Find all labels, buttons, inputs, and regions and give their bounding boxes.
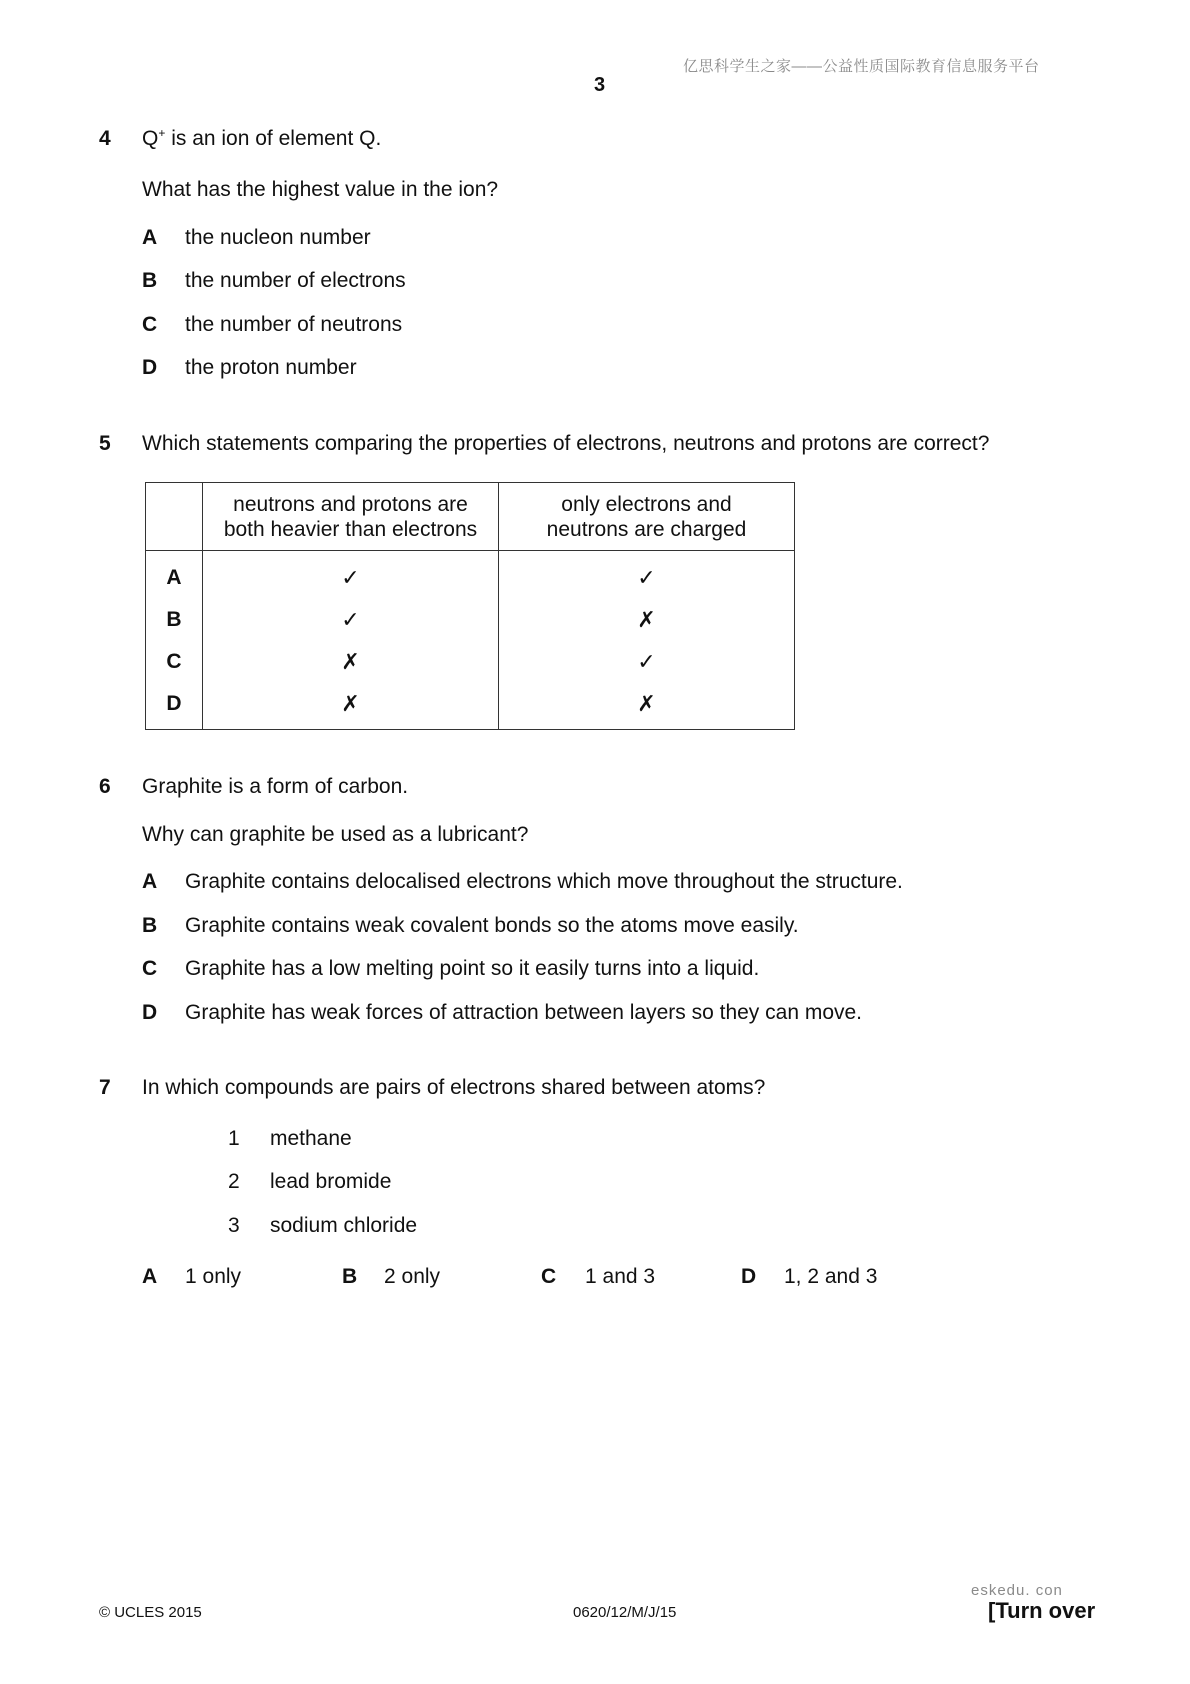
row-letter: C <box>146 641 203 683</box>
q5-options-table <box>145 482 795 730</box>
turn-over-label: [Turn over <box>988 1598 1096 1623</box>
footer-copyright: © UCLES 2015 <box>99 1604 202 1621</box>
q4-option-a-letter: A <box>142 226 158 249</box>
question-5-number: 5 <box>99 432 111 455</box>
q7-option-c-text: 1 and 3 <box>585 1265 656 1288</box>
q7-option-d-text: 1, 2 and 3 <box>784 1265 878 1288</box>
table-row <box>146 641 795 683</box>
ion-symbol: Q <box>142 127 159 150</box>
row-mark-col2: ✗ <box>499 599 795 641</box>
q6-option-a-letter: A <box>142 870 158 893</box>
q7-option-b-letter: B <box>342 1265 358 1288</box>
q6-option-b-letter: B <box>142 914 158 937</box>
table-header-row <box>146 483 795 551</box>
question-7-number: 7 <box>99 1076 111 1099</box>
row-letter: A <box>146 551 203 600</box>
q7-item-3-number: 3 <box>228 1214 240 1237</box>
row-mark-col1: ✗ <box>203 641 499 683</box>
row-mark-col1: ✗ <box>203 683 499 730</box>
row-mark-col1: ✓ <box>203 599 499 641</box>
q6-option-b-text: Graphite contains weak covalent bonds so the atoms move easily. <box>185 914 799 937</box>
page-number: 3 <box>594 74 606 96</box>
q7-option-a-text: 1 only <box>185 1265 242 1288</box>
table-corner-cell <box>146 483 203 551</box>
q4-option-b-text: the number of electrons <box>185 269 406 292</box>
col2-header-line2: neutrons are charged <box>546 517 747 541</box>
q7-option-a-letter: A <box>142 1265 158 1288</box>
question-7-prompt: In which compounds are pairs of electrons shared between atoms? <box>142 1076 766 1099</box>
question-5-prompt: Which statements comparing the properties of electrons, neutrons and protons are correct? <box>142 432 990 455</box>
row-letter: B <box>146 599 203 641</box>
question-4-number: 4 <box>99 127 111 150</box>
footer-watermark: eskedu. con <box>971 1582 1063 1599</box>
table-row <box>146 599 795 641</box>
header-watermark: 亿思科学生之家——公益性质国际教育信息服务平台 <box>683 58 1040 75</box>
table-row <box>146 683 795 730</box>
q7-option-c-letter: C <box>541 1265 557 1288</box>
q6-option-c-text: Graphite has a low melting point so it easily turns into a liquid. <box>185 957 760 980</box>
q4-option-d-letter: D <box>142 356 158 379</box>
q7-item-3-text: sodium chloride <box>270 1214 418 1237</box>
ion-charge: + <box>158 126 166 140</box>
row-mark-col2: ✓ <box>499 551 795 600</box>
q4-option-c-text: the number of neutrons <box>185 313 403 336</box>
col2-header-line1: only electrons and <box>561 492 732 516</box>
row-mark-col2: ✓ <box>499 641 795 683</box>
q7-option-d-letter: D <box>741 1265 757 1288</box>
q7-item-2-number: 2 <box>228 1170 240 1193</box>
question-4-prompt: What has the highest value in the ion? <box>142 178 499 201</box>
q4-option-b-letter: B <box>142 269 158 292</box>
q7-option-b-text: 2 only <box>384 1265 441 1288</box>
q7-item-2-text: lead bromide <box>270 1170 392 1193</box>
row-mark-col1: ✓ <box>203 551 499 600</box>
footer-paper-code: 0620/12/M/J/15 <box>573 1604 677 1621</box>
table-row <box>146 551 795 600</box>
table-header-col1 <box>203 483 499 551</box>
question-6-stem: Graphite is a form of carbon. <box>142 775 409 798</box>
table-header-col2 <box>499 483 795 551</box>
col1-header-line2: both heavier than electrons <box>223 517 478 541</box>
q7-item-1-number: 1 <box>228 1127 240 1150</box>
row-mark-col2: ✗ <box>499 683 795 730</box>
q6-option-d-text: Graphite has weak forces of attraction between layers so they can move. <box>185 1001 863 1024</box>
stem-rest: is an ion of element Q. <box>165 127 382 150</box>
row-letter: D <box>146 683 203 730</box>
col1-header-line1: neutrons and protons are <box>233 492 468 516</box>
q4-option-d-text: the proton number <box>185 356 357 379</box>
q4-option-c-letter: C <box>142 313 158 336</box>
question-4-stem <box>142 127 381 151</box>
q4-option-a-text: the nucleon number <box>185 226 371 249</box>
q6-option-c-letter: C <box>142 957 158 980</box>
q6-option-d-letter: D <box>142 1001 158 1024</box>
q7-item-1-text: methane <box>270 1127 352 1150</box>
question-6-number: 6 <box>99 775 111 798</box>
q6-option-a-text: Graphite contains delocalised electrons which move throughout the structure. <box>185 870 903 893</box>
question-6-prompt: Why can graphite be used as a lubricant? <box>142 823 529 846</box>
